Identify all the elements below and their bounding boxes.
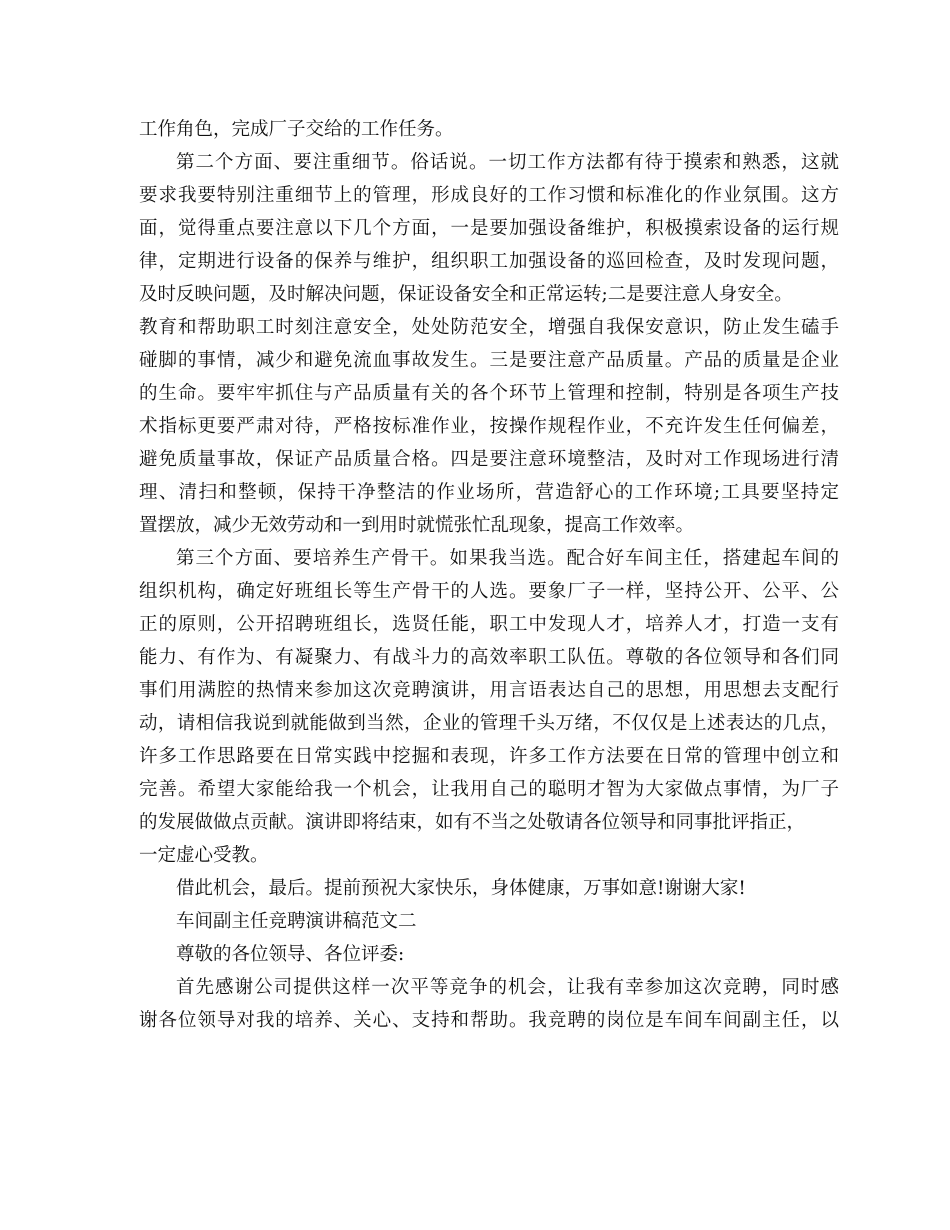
text-line: 组织机构，确定好班组长等生产骨干的人选。要象厂子一样，坚持公开、公平、公 [139,581,839,602]
text-line: 事们用满腔的热情来参加这次竞聘演讲，用言语表达自己的思想，用思想去支配行 [139,680,839,701]
section-heading: 车间副主任竞聘演讲稿范文二 [176,911,417,932]
text-line: 动，请相信我说到就能做到当然，企业的管理千头万绪，不仅仅是上述表达的几点， [139,713,839,734]
text-line: 一定虚心受教。 [139,845,269,866]
text-line: 碰脚的事情，减少和避免流血事故发生。三是要注意产品质量。产品的质量是企业 [139,350,839,371]
text-line: 律，定期进行设备的保养与维护，组织职工加强设备的巡回检查，及时发现问题， [139,251,839,272]
text-line: 借此机会，最后。提前预祝大家快乐，身体健康，万事如意!谢谢大家! [176,878,746,899]
text-line: 正的原则，公开招聘班组长，选贤任能，职工中发现人才，培养人才，打造一支有 [139,614,839,635]
text-line: 许多工作思路要在日常实践中挖掘和表现，许多工作方法要在日常的管理中创立和 [139,746,839,767]
text-line: 及时反映问题，及时解决问题，保证设备安全和正常运转;二是要注意人身安全。 [139,284,793,305]
text-line: 第三个方面、要培养生产骨干。如果我当选。配合好车间主任，搭建起车间的 [176,548,839,569]
text-line: 完善。希望大家能给我一个机会，让我用自己的聪明才智为大家做点事情，为厂子 [139,779,839,800]
text-line: 教育和帮助职工时刻注意安全，处处防范安全，增强自我保安意识，防止发生磕手 [139,317,839,338]
text-line: 避免质量事故，保证产品质量合格。四是要注意环境整洁，及时对工作现场进行清 [139,449,839,470]
text-line: 工作角色，完成厂子交给的工作任务。 [139,119,454,140]
text-line: 能力、有作为、有凝聚力、有战斗力的高效率职工队伍。尊敬的各位领导和各们同 [139,647,839,668]
text-line: 首先感谢公司提供这样一次平等竞争的机会，让我有幸参加这次竞聘，同时感 [176,977,839,998]
text-line: 术指标更要严肃对待，严格按标准作业，按操作规程作业，不充许发生任何偏差， [139,416,839,437]
text-line: 面，觉得重点要注意以下几个方面，一是要加强设备维护，积极摸索设备的运行规 [139,218,839,239]
text-line: 的发展做做点贡献。演讲即将结束，如有不当之处敬请各位领导和同事批评指正， [139,812,806,833]
body-text [139,113,839,1037]
salutation: 尊敬的各位领导、各位评委: [176,944,405,965]
text-line: 置摆放，减少无效劳动和一到用时就慌张忙乱现象，提高工作效率。 [139,515,695,536]
text-line: 谢各位领导对我的培养、关心、支持和帮助。我竞聘的岗位是车间车间副主任，以 [139,1010,839,1031]
text-line: 第二个方面、要注重细节。俗话说。一切工作方法都有待于摸索和熟悉，这就 [176,152,839,173]
text-line: 理、清扫和整顿，保持干净整洁的作业场所，营造舒心的工作环境;工具要坚持定 [139,482,839,503]
text-line: 要求我要特别注重细节上的管理，形成良好的工作习惯和标准化的作业氛围。这方 [139,185,839,206]
text-line: 的生命。要牢牢抓住与产品质量有关的各个环节上管理和控制，特别是各项生产技 [139,383,839,404]
